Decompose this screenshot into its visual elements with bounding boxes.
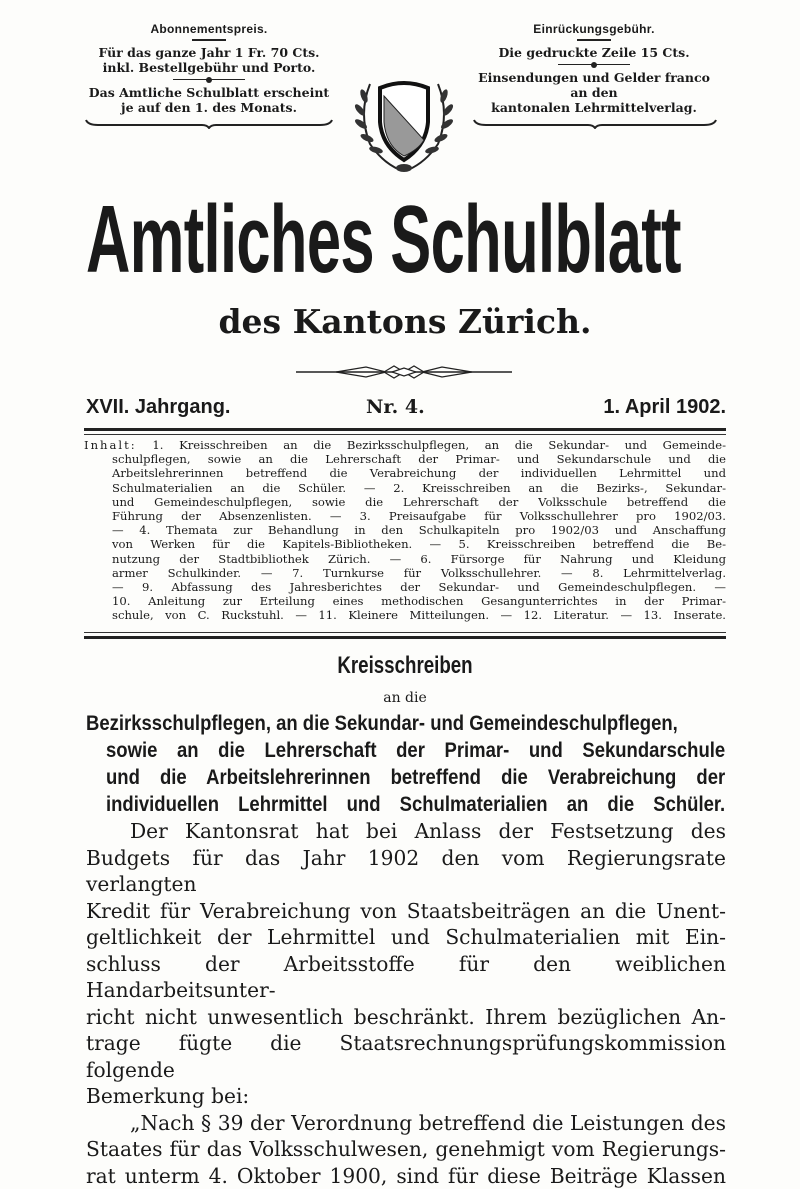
toc-line: — 4. Themata zur Behandlung in den Schulkapiteln pro 1902/03 und Anschaffung	[112, 523, 726, 537]
issue-number: Nr. 4.	[366, 396, 425, 418]
masthead-title: Amtliches Schulblatt	[86, 192, 496, 288]
dot-divider	[173, 77, 245, 83]
toc-line: armer Schulkinder. — 7. Turnkurse für Volksschullehrer. — 8. Lehrmittelverlag.	[112, 566, 726, 580]
brace-divider	[466, 119, 722, 129]
subtitle-line: individuellen Lehrmittel und Schulmaterialien an die Schüler.	[106, 791, 725, 818]
body-line: Staates für das Volksschulwesen, genehmigt vom Regierungs-	[86, 1136, 726, 1163]
body-line: Budgets für das Jahr 1902 den vom Regierungsrate verlangten	[86, 845, 726, 898]
rule-thick	[84, 428, 726, 431]
masthead-subtitle: des Kantons Zürich.	[80, 302, 730, 341]
article-heading	[80, 652, 730, 680]
rule-thin	[84, 434, 726, 435]
article-subtitle	[86, 710, 726, 737]
article-title: Kreisschreiben	[152, 652, 659, 680]
toc-line: Schulmaterialien an die Schüler. — 2. Kreisschreiben an die Bezirks-, Sekundar-	[112, 481, 726, 495]
toc-line: 10. Anleitung zur Erteilung eines methodischen Gesangunterrichtes in der Primar-	[112, 594, 726, 608]
publication-note: Das Amtliche Schulblatt erscheint	[84, 85, 334, 100]
toc-line: Arbeitslehrerinnen betreffend die Verabreichung der individuellen Lehrmittel und	[112, 466, 726, 480]
subtitle-line: und die Arbeitslehrerinnen betreffend die Verabreichung der	[106, 764, 725, 791]
body-line: richt nicht unwesentlich beschränkt. Ihrem bezüglichen An-	[86, 1004, 726, 1031]
body-line: Kredit für Verabreichung von Staatsbeiträgen an die Unent-	[86, 898, 726, 925]
rule-thin	[84, 632, 726, 633]
submission-note-2: an den	[466, 85, 722, 100]
dot-divider	[558, 62, 630, 68]
subscription-price-block	[84, 22, 334, 129]
divider	[577, 39, 611, 41]
zurich-coat-of-arms-icon	[340, 74, 468, 178]
price-note: inkl. Bestellgebühr und Porto.	[84, 60, 334, 75]
brace-divider	[84, 119, 334, 129]
body-line: „Nach § 39 der Verordnung betreffend die Leistungen des	[86, 1110, 726, 1137]
toc-line: und Gemeindeschulpflegen, sowie die Lehrerschaft der Volksschule betreffend die	[112, 495, 726, 509]
toc-line: schule, von C. Ruckstuhl. — 11. Kleinere Mitteilungen. — 12. Literatur. — 13. Inserate.	[112, 608, 726, 622]
toc-line: — 9. Abfassung des Jahresberichtes der Sekundar- und Gemeindeschulpflegen. —	[112, 580, 726, 594]
toc-line: schulpflegen, sowie an die Lehrerschaft der Primar- und Sekundarschule und die	[112, 452, 726, 466]
subtitle-line: Bezirksschulpflegen, an die Sekundar- und Gemeindeschulpflegen,	[86, 710, 726, 737]
toc-line: von Werken für die Kapitels-Bibliotheken. — 5. Kreisschreiben betreffend die Be-	[112, 537, 726, 551]
table-of-contents	[84, 438, 726, 623]
ornament-divider	[296, 364, 512, 380]
article-body	[86, 818, 726, 1189]
subtitle-line: sowie an die Lehrerschaft der Primar- und Sekundarschule	[106, 737, 725, 764]
divider	[192, 39, 226, 41]
toc-line: Inhalt: 1. Kreisschreiben an die Bezirksschulpflegen, an die Sekundar- und Gemeinde-	[84, 438, 726, 452]
body-line: Der Kantonsrat hat bei Anlass der Festsetzung des	[86, 818, 726, 845]
advertising-title: Einrückungsgebühr.	[466, 22, 722, 36]
body-line: trage fügte die Staatsrechnungsprüfungskommission folgende	[86, 1030, 726, 1083]
submission-note: Einsendungen und Gelder franco	[466, 70, 722, 85]
volume-label: XVII. Jahrgang.	[86, 396, 230, 419]
toc-line: nutzung der Stadtbibliothek Zürich. — 6. Fürsorge für Nahrung und Kleidung	[112, 552, 726, 566]
article-an-die: an die	[80, 690, 730, 706]
subscription-title: Abonnementspreis.	[84, 22, 334, 36]
issue-date: 1. April 1902.	[580, 396, 726, 419]
advertising-fee-block	[466, 22, 722, 129]
toc-label: Inhalt:	[84, 438, 137, 452]
article-subtitle-cont	[106, 737, 725, 818]
publisher-name: kantonalen Lehrmittelverlag.	[466, 100, 722, 115]
line-price: Die gedruckte Zeile 15 Cts.	[466, 45, 722, 60]
body-line: rat unterm 4. Oktober 1900, sind für diese Beiträge Klassen	[86, 1163, 726, 1189]
price-line: Für das ganze Jahr 1 Fr. 70 Cts.	[84, 45, 334, 60]
masthead	[86, 192, 726, 292]
body-line: schluss der Arbeitsstoffe für den weiblichen Handarbeitsunter-	[86, 951, 726, 1004]
toc-line: Führung der Absenzenlisten. — 3. Preisaufgabe für Volksschullehrer pro 1902/03.	[112, 509, 726, 523]
rule-thick	[84, 636, 726, 639]
body-line: Bemerkung bei:	[86, 1083, 726, 1110]
body-line: geltlichkeit der Lehrmittel und Schulmaterialien mit Ein-	[86, 924, 726, 951]
publication-schedule: je auf den 1. des Monats.	[84, 100, 334, 115]
